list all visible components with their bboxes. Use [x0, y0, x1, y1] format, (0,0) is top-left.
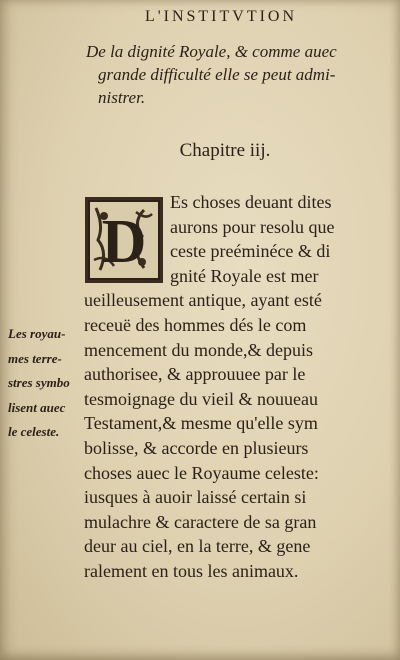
body-paragraph: [84, 190, 380, 584]
margin-note-line: stres symbo: [8, 375, 70, 390]
margin-note-line: Les royau-: [8, 326, 66, 341]
body-line: tesmoignage du vieil & nouueau: [84, 388, 318, 409]
body-line: authorisee, & approuuee par le: [84, 364, 306, 385]
margin-note-line: mes terre-: [8, 350, 62, 366]
marginal-note: [8, 322, 84, 445]
body-line: choses auec le Royaume celeste:: [84, 462, 319, 483]
body-line: mencement du monde,& depuis: [84, 339, 313, 360]
margin-note-line: lisent auec: [8, 399, 66, 415]
body-line: gnité Royale est mer: [170, 265, 319, 286]
body-line: mulachre & caractere de sa gran: [84, 511, 317, 532]
subtitle-line-1: De la dignité Royale, & comme auec: [86, 42, 337, 61]
chapter-heading: Chapitre iij.: [179, 140, 271, 161]
subtitle-line-3: nistrer.: [98, 88, 146, 107]
margin-note-line: le celeste.: [8, 424, 60, 439]
body-line: bolisse, & accorde en plusieurs: [84, 437, 309, 458]
subtitle-line-2: grande difficulté elle se peut admi-: [98, 65, 336, 84]
body-line: deur au ciel, en la terre, & gene: [84, 536, 311, 557]
body-line: ueilleusement antique, ayant esté: [84, 290, 322, 311]
body-line: Testament,& mesme qu'elle sym: [84, 413, 318, 434]
body-line: ralement en tous les animaux.: [84, 560, 299, 581]
running-head: L'INSTITVTION: [144, 8, 298, 25]
body-line: receuë des hommes dés le com: [84, 314, 307, 335]
drop-cap-letter: D: [101, 208, 147, 276]
body-line: iusques à auoir laissé certain si: [84, 487, 307, 508]
chapter-subtitle: [86, 40, 386, 109]
body-line: Es choses deuant dites: [170, 192, 332, 212]
body-line: ceste preéminéce & di: [170, 241, 331, 262]
body-line: aurons pour resolu que: [170, 216, 335, 237]
